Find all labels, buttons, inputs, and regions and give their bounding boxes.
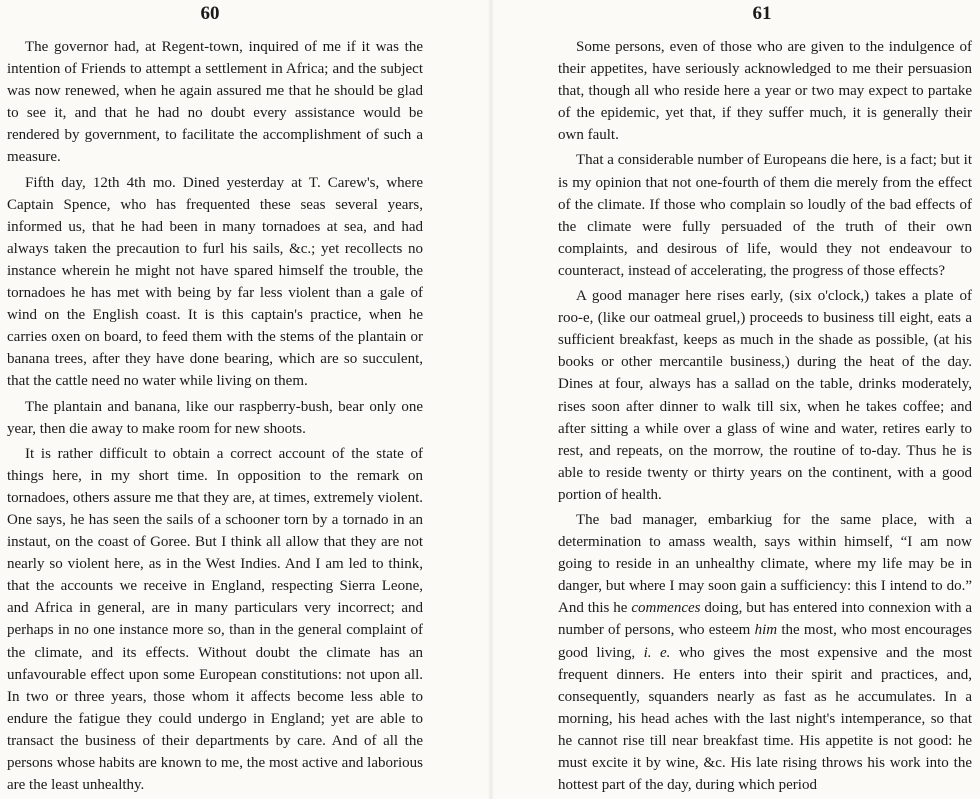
paragraph: The plantain and banana, like our raspberry-bush, bear only one year, then die away to make room for new shoots. <box>7 398 423 437</box>
text-run: The bad manager, embarkiug for the same place, with a determination to amass wealth, says within himself, “I am now going to reside in an unhealthy climate, where my life may be in danger, but where I may soon gain a sufficiency: this I intend to do.” And this he <box>558 511 972 617</box>
book-gutter <box>488 0 494 799</box>
italic-run: commences <box>631 600 701 617</box>
paragraph: Fifth day, 12th 4th mo. Dined yesterday at T. Carew's, where Captain Spence, who has frequented these seas several years, informed us, that he had been in many tornadoes at sea, and had always taken the precaution to furl his sails, &c.; yet recollects no instance wherein he might not have spared himself the trouble, the tornadoes he has met with being by far less violent than a gale of wind on the English coast. It is this captain's practice, when he carries oxen on board, to feed them with the stems of the plantain or banana trees, after they have done bearing, which are so succulent, that the cattle need no water while living on them. <box>7 174 423 390</box>
paragraph: A good manager here rises early, (six o'clock,) takes a plate of roo-e, (like our oatmeal gruel,) proceeds to business till eight, eats a sufficient breakfast, keeps as much in the shade as possible, (at his books or other mercantile business,) during the heat of the day. Dines at four, always has a sallad on the table, drinks moderately, rises soon after dinner to walk till six, when he takes coffee; and after sitting a while over a glass of wine and water, retires early to rest, and repeats, on the morrow, the routine of to-day. Thus he is able to reside twenty or thirty years on the continent, with a good portion of health. <box>558 288 972 503</box>
text-run: doing, but has entered into connexion with a number of persons, who esteem <box>558 600 973 639</box>
right-page-text <box>558 36 972 799</box>
paragraph: Some persons, even of those who are given to the indulgence of their appetites, have seriously acknowledged to me their persuasion that, though all who reside here a year or two may expect to partake of the epidemic, yet that, if they suffer much, it is generally their own fault. <box>558 39 972 144</box>
left-page-text <box>7 36 423 799</box>
text-run: the most, who most encourages good living, <box>558 622 973 661</box>
italic-run: i. e. <box>643 644 671 661</box>
page-number-left: 60 <box>200 3 220 24</box>
paragraph-bad-manager <box>558 509 972 796</box>
right-page <box>498 0 980 799</box>
text-run: who gives the most expensive and the most frequent dinners. He enters into their spirit and practices, and, consequently, squanders nearly as fast as he accumulates. In a morning, his head aches with the last night's intemperance, so that he cannot rise till near breakfast time. His appetite is not good: he must excite it by wine, &c. His late rising throws his work into the hottest part of the day, during which period <box>558 644 972 794</box>
paragraph: That a considerable number of Europeans die here, is a fact; but it is my opinion that not one-fourth of them die merely from the effect of the climate. If those who complain so loudly of the bad effects of the climate were fully persuaded of the truth of their own complaints, and desirous of life, would they not endeavour to counteract, instead of accelerating, the progress of those effects? <box>558 152 972 279</box>
page-number-right: 61 <box>752 3 772 24</box>
paragraph: The governor had, at Regent-town, inquired of me if it was the intention of Friends to attempt a settlement in Africa; and the subject was now renewed, when he again assured me that he should be glad to see it, and that he had no doubt every assistance would be rendered by government, to facilitate the accomplishment of such a measure. <box>7 39 423 166</box>
paragraph: It is rather difficult to obtain a correct account of the state of things here, in my short time. In opposition to the remark on tornadoes, others assure me that they are, at times, extremely violent. One says, he has seen the sails of a schooner torn by a tornado in an instaut, on the coast of Goree. But I think all allow that they are not nearly so violent here, as in the West Indies. And I am led to think, that the accounts we receive in England, respecting Sierra Leone, and Africa in general, are in many particulars very incorrect; and perhaps in no one instance more so, than in the general complaint of the climate, and its effects. Without doubt the climate has an unfavourable effect upon some European constitutions: not upon all. In two or three years, those whom it affects become less able to endure the fatigue they could undergo in England; yet are able to transact the business of their departments by care. And of all the persons whose habits are known to me, the most active and laborious are the least unhealthy. <box>7 445 423 794</box>
left-page <box>0 0 484 799</box>
italic-run: him <box>754 622 778 639</box>
